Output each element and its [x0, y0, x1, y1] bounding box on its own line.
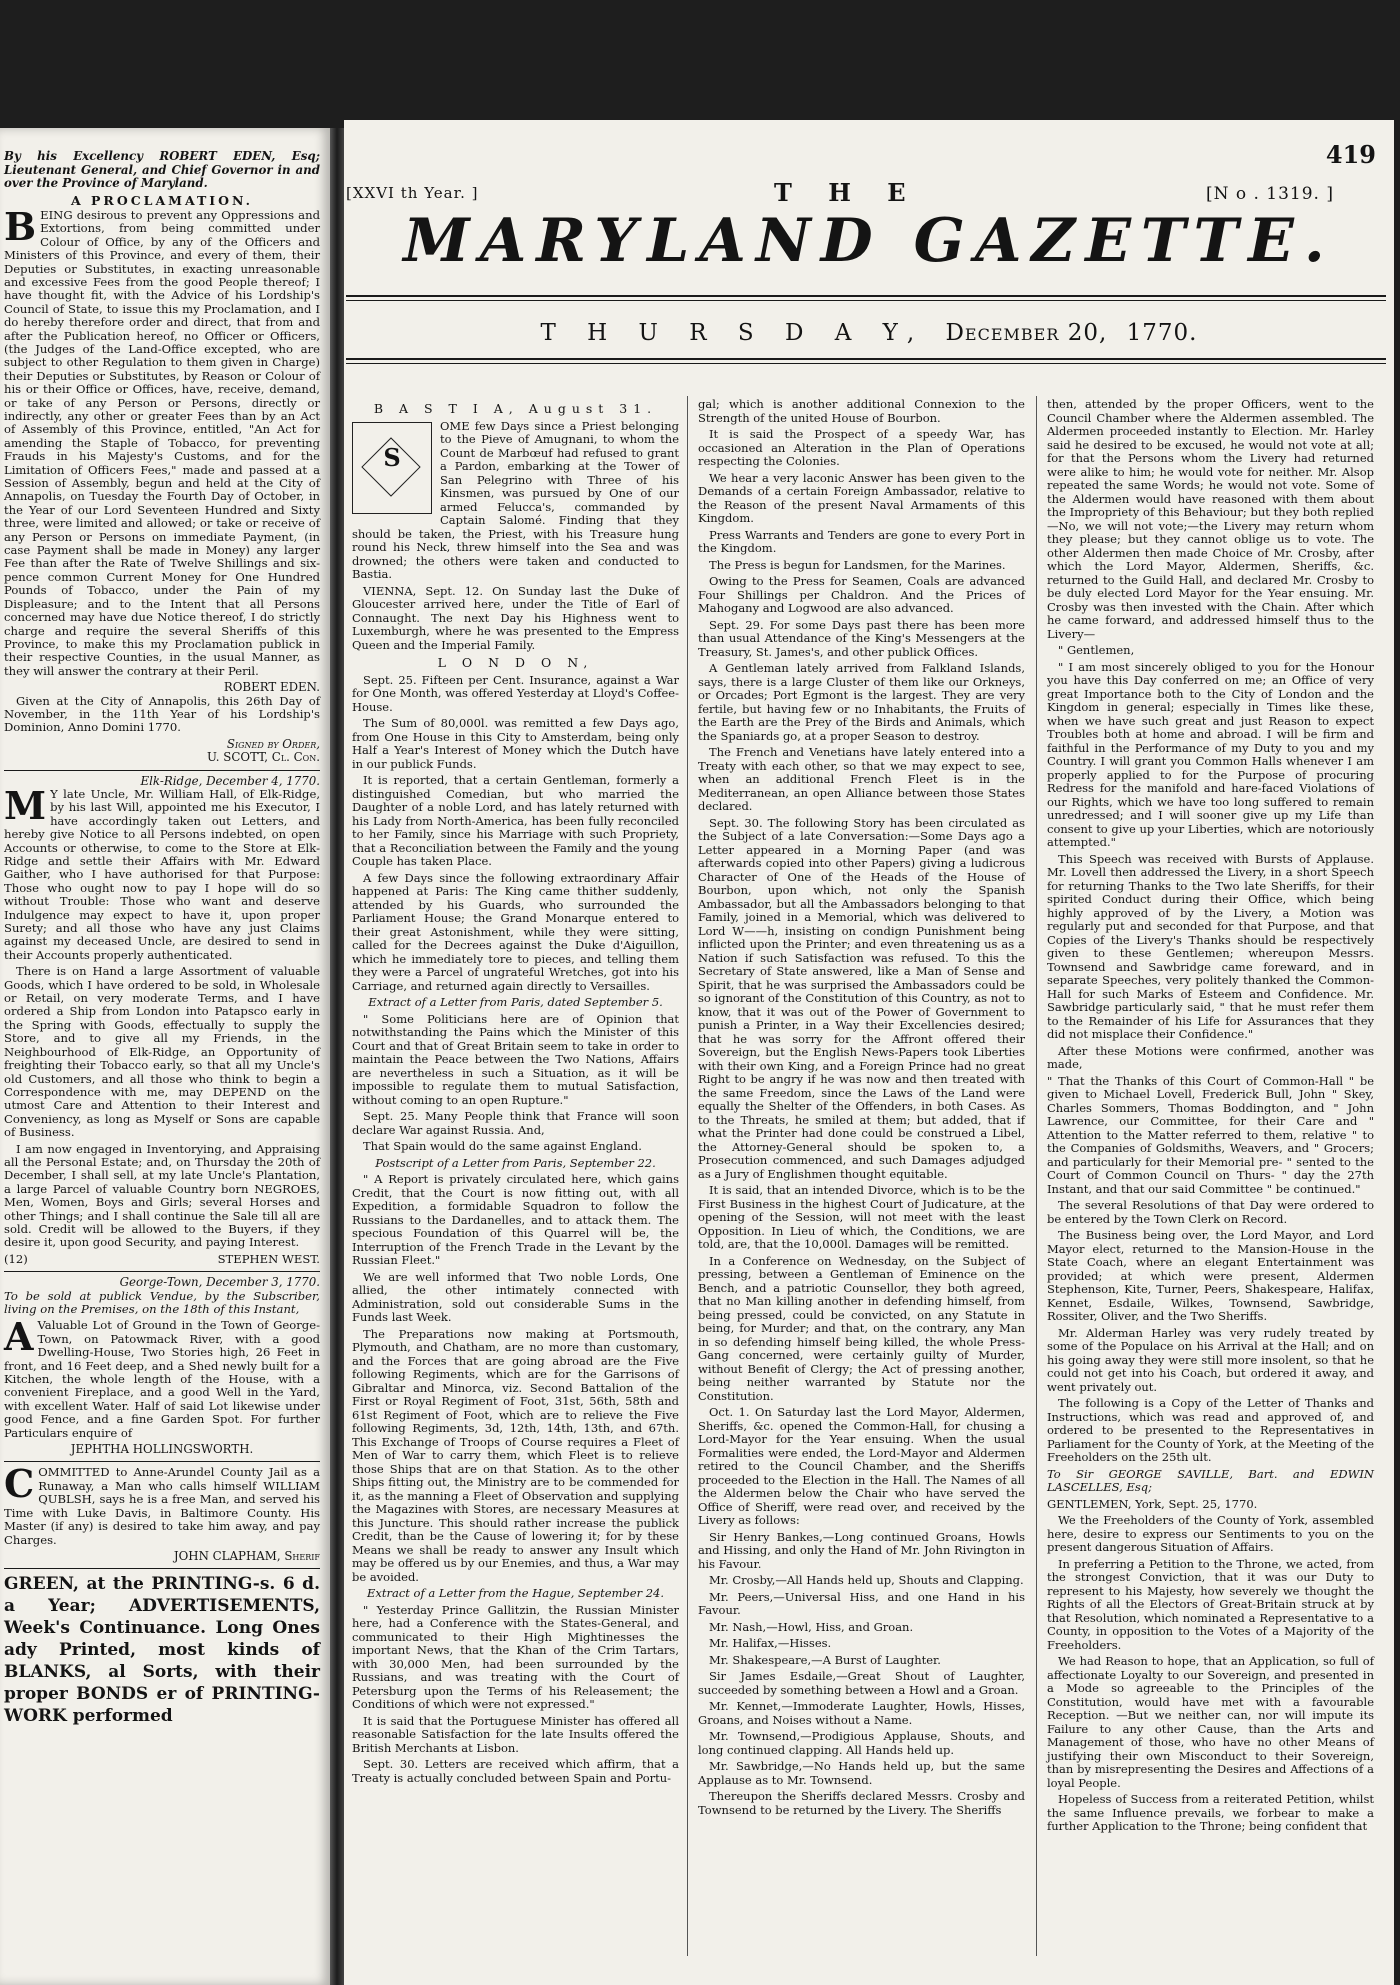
news-paragraph: gal; which is another additional Connexion to the Strength of the united House of Bourbon. [698, 397, 1025, 425]
letter-paragraph: In preferring a Petition to the Throne, we acted, from the strongest Conviction, that it was our Duty to represent to his Majesty, how severely we thought the Rights of all the Electors of Great-Britain struck at by that Resolution, which nominated a Representative to a County, in opposition to the Votes of a Majority of the Freeholders. [1047, 1556, 1374, 1652]
london-paragraph: It is reported, that a certain Gentleman, formerly a distinguished Comedian, but who married the Daughter of a noble Lord, and has lately returned with his Lady from North-America, has been fully reconciled to her Family, since his Marriage with such Propriety, that a Reconciliation between the Family and the young Couple has taken Place. [352, 773, 679, 868]
column-rule [1036, 396, 1037, 1956]
right-page [344, 120, 1394, 1985]
news-paragraph: Press Warrants and Tenders are gone to every Port in the Kingdom. [698, 527, 1025, 555]
london-paragraph: The Preparations now making at Portsmouth, Plymouth, and Chatham, are no more than customary, and the Forces that are going abroad are the Five following Regiments, which are for the Garrisons of Gibraltar and Minorca, viz. Second Battalion of the First or Royal Regiment of Foot, 31st, 56th, 58th and 61st Regiment of Foot, which are to relieve the Five following Regiments, 3d, 12th, 14th, 13th, and 67th. This Exchange of Troops of Course requires a Fleet of Men of War to carry them, which Fleet is to relieve those Ships that are on that Station. As to the other Ships fitting out, the Ministry are to be commended for it, as the manning a Fleet of Observation and supplying the Magazines with Stores, are necessary Measures at this Juncture. This should rather increase the publick Credit, than be the Cause of lowering it; for by these Means we shall be ready to answer any Insult which may be offered us by our Enemies, and thus, a War may be avoided. [352, 1326, 679, 1584]
vote-entry: Mr. Kennet,—Immoderate Laughter, Howls, Hisses, Groans, and Noises without a Name. [698, 1699, 1025, 1727]
extract-heading: Extract of a Letter from the Hague, September 24. [366, 1586, 665, 1600]
extract-paragraph: " Yesterday Prince Gallitzin, the Russian Minister here, had a Conference with the States-General, and communicated to their High Mightinesses the important News, that the Khan of the Crim Tartars, with 30,000 Men, had been surrounded by the Russians, and was treating with the Court of Petersburg upon the Terms of his Releasement; the Conditions of which were not expressed." [352, 1602, 679, 1711]
hollingsworth-text: Valuable Lot of Ground in the Town of George-Town, on Patowmack River, with a good Dwelling-House, Two Stories high, 26 Feet in front, and 16 Feet deep, and a Shed newly built for a Kitchen, the whole length of the House, with a convenient Fireplace, and a good Well in the Yard, with excellent Water. Half of said Lot likewise under good Fence, and a fine Garden Spot. For further Particulars enquire of [4, 1318, 320, 1440]
london-paragraph: Sept. 25. Fifteen per Cent. Insurance, against a War for One Month, was offered Yesterday at Lloyd's Coffee-House. [352, 672, 679, 714]
news-paragraph: Mr. Alderman Harley was very rudely treated by some of the Populace on his Arrival at the Hall; and on his going away they were still more insolent, so that he could not get into his Coach, but ordered it away, and went privately out. [1047, 1325, 1374, 1394]
imprint-footer: GREEN, at the PRINTING-s. 6 d. a Year; ADVERTISEMENTS, Week's Continuance. Long Ones ady Printed, most kinds of BLANKS, al Sorts, with their proper BONDS er of PRINTING-WORK performed [4, 1574, 320, 1727]
left-column [4, 150, 320, 1727]
london-paragraph: The Sum of 80,000l. was remitted a few Days ago, from One House in this City to Amsterdam, being only Half a Year's Interest of Money which the Dutch have in our publick Funds. [352, 716, 679, 771]
london-heading: L O N D O N, [437, 655, 594, 670]
column-rule [687, 396, 688, 1956]
letter-paragraph: We the Freeholders of the County of York, assembled here, desire to express our Sentiments to you on the present dangerous Situation of Affairs. [1047, 1513, 1374, 1554]
news-paragraph: After these Motions were confirmed, another was made, [1047, 1043, 1374, 1071]
masthead-rule [346, 295, 1386, 297]
proclamation-clerk: U. SCOTT, Cl. Con. [206, 750, 320, 765]
postscript-heading: Postscript of a Letter from Paris, September 22. [375, 1155, 656, 1170]
issue-number: [N o . 1319. ] [1205, 184, 1334, 204]
proclamation-given: Given at the City of Annapolis, this 26th Day of November, in the 11th Year of his Lordship's Dominion, Anno Domini 1770. [4, 693, 320, 735]
news-paragraph: Owing to the Press for Seamen, Coals are advanced Four Shillings per Chaldron. And the Prices of Mahogany and Logwood are also advanced. [698, 574, 1025, 615]
vote-entry: Mr. Shakespeare,—A Burst of Laughter. [709, 1652, 941, 1667]
column-2 [698, 398, 1025, 1820]
vote-entry: Sir James Esdaile,—Great Shout of Laughter, succeeded by something between a Howl and a Groan. [698, 1669, 1025, 1697]
speech-paragraph: " I am most sincerely obliged to you for the Honour you have this Day conferred on me; an Office of very great Importance both to the City of London and the Kingdom in general; especially in Times like these, when we have such great and just Reason to expect Troubles both at home and abroad. I will be firm and faithful in the Performance of my Duty to you and my Country. I will grant you Common Halls whenever I am properly applied to for the Purpose of procuring Redress for the manifold and hare-faced Violations of our Rights, which we have too long suffered to remain unredressed; and I will sooner give up my Life than consent to give up your Liberties, which are notoriously attempted." [1047, 659, 1374, 849]
book-gutter [330, 128, 344, 1985]
west-dateline: Elk-Ridge, December 4, 1770. [140, 773, 320, 788]
masthead-the: T H E [774, 178, 920, 207]
london-paragraph: Sept. 25. Many People think that France will soon declare War against Russia. And, [352, 1109, 679, 1137]
proclamation-body: BEING desirous to prevent any Oppressions and Extortions, from being committed under Colour of Office, by any of the Officers and Ministers of this Province, and every of them, their Deputies or Substitutes, in exacting unreasonable and excessive Fees from the good People thereof; I have thought fit, with the Advice of his Lordship's Council of State, to issue this my Proclamation, and I do hereby therefore order and direct, that from and after the Publication hereof, no Officer or Officers, (the Judges of the Land-Office excepted, who are subject to other Regulation to them given in Charge) their Deputies or Substitutes, by Reason or Colour of his or their Office or Offices, have, receive, demand, or take of any Person or Persons, directly or indirectly, any other or greater Fees than by an Act of Assembly of this Province, entitled, "An Act for amending the Staple of Tobacco, for preventing Frauds in his Majesty's Customs, and for the Limitation of Officers Fees," made and passed at a Session of Assembly, begun and held at the City of Annapolis, on Tuesday the Fourth Day of October, in the Year of our Lord Seventeen Hundred and Sixty three, were limited and allowed; or take or receive of any Person or Persons on immediate Payment, (in case Payment shall be made in Money) any larger Fee than after the Rate of Twelve Shillings and six-pence common Current Money for One Hundred Pounds of Tobacco, under the Pain of my Displeasure; and to the Intent that all Persons concerned may have due Notice thereof, I do strictly charge and require the several Sheriffs of this Province, to make this my Proclamation publick in their respective Counties, in the usual Manner, as they will answer the contrary at their Peril. [4, 203, 320, 678]
london-paragraph: It is said that the Portuguese Minister has offered all reasonable Satisfaction for the late Insults offered the British Merchants at Lisbon. [352, 1713, 679, 1755]
news-paragraph: This Speech was received with Bursts of Applause. Mr. Lovell then addressed the Livery, in a short Speech for returning Thanks to the Two late Sheriffs, for their spirited Conduct during their Office, which being highly approved of by the Livery, a Motion was regularly put and seconded for that Purpose, and that Copies of the Livery's Thanks should be respectively given to these Gentlemen; whereupon Messrs. Townsend and Sawbridge came foreward, and in separate Speeches, very politely thanked the Common-Hall for such Marks of Esteem and Confidence. Mr. Sawbridge particularly said, " that he must refer them to the Remainder of his Life for Assurances that they did not misplace their Confidence." [1047, 851, 1374, 1041]
news-paragraph: Sept. 30. The following Story has been circulated as the Subject of a late Conversation:—Some Days ago a Letter appeared in a Morning Paper (and was afterwards copied into other Papers) giving a ludicrous Character of One of the Heads of the House of Bourbon, upon which, not only the Spanish Ambassador, but all the Ambassadors belonging to that Family, joined in a Memorial, which was delivered to Lord W——h, insisting on condign Punishment being inflicted upon the Printer; and even threatening us as a Nation if such Satisfaction was refused. To this the Secretary of State answered, like a Man of Sense and Spirit, that he was surprised the Ambassadors could be so ignorant of the Constitution of this Country, as not to know, that it was out of the Power of Government to punish a Printer, in a Way their Excellencies desired; that he was sorry for the Affront offered their Sovereign, but the English News-Papers took Liberties with their own King, and a Foreign Prince had no great Right to be angry if he was now and then treated with the same Freedom, since the Laws of the Land were equally the Shelter of the Offenders, in both Cases. As to the Threats, he smiled at them; but added, that if what the Printer had done could be construed a Libel, the Attorney-General should be spoken to, a Prosecution commenced, and such Damages adjudged as a Jury of Englishmen thought equitable. [698, 815, 1025, 1181]
dateline-rule-thin [346, 363, 1386, 364]
vote-entry: Mr. Peers,—Universal Hiss, and one Hand in his Favour. [698, 1589, 1025, 1617]
news-paragraph: It is said, that an intended Divorce, which is to be the First Business in the highest Court of Judicature, at the opening of the Session, will not meet with the least Opposition. In Lieu of which, the Conditions, we are told, are, that the 10,000l. Damages will be remitted. [698, 1183, 1025, 1251]
dateline-day: T H U R S D A Y, [540, 320, 927, 346]
news-paragraph: The several Resolutions of that Day were ordered to be entered by the Town Clerk on Record. [1047, 1198, 1374, 1226]
vote-entry: Sir Henry Bankes,—Long continued Groans, Howls and Hissing, and only the Hand of Mr. John Rivington in his Favour. [698, 1529, 1025, 1571]
extract-heading: Extract of a Letter from Paris, dated September 5. [368, 995, 663, 1009]
london-paragraph: Sept. 30. Letters are received which affirm, that a Treaty is actually concluded between Spain and Portu- [352, 1757, 679, 1785]
proclamation-title: A PROCLAMATION. [70, 192, 254, 208]
ornament-letter: S [383, 442, 401, 472]
news-paragraph: The Press is begun for Landsmen, for the Marines. [709, 557, 1006, 572]
letter-paragraph: We had Reason to hope, that an Application, so full of affectionate Loyalty to our Sovereign, and presented in a Mode so agreeable to the Principles of the Constitution, would have met with a favourable Reception. —But we neither can, nor will impute its Failure to any other Cause, than the Arts and Management of those, who have no other Means of justifying their own Misconduct to their Sovereign, than by misrepresenting the Desires and Affections of a loyal People. [1047, 1654, 1374, 1790]
page-number: 419 [1325, 140, 1376, 169]
clapham-text: OMMITTED to Anne-Arundel County Jail as a Runaway, a Man who calls himself WILLIAM QUBLSH, says he is a free Man, and served his Time with Luke Davis, in Baltimore County. His Master (if any) is desired to take him away, and pay Charges. [4, 1465, 320, 1547]
news-paragraph: then, attended by the proper Officers, went to the Council Chamber where the Aldermen assembled. The Aldermen proceeded instantly to Election. Mr. Harley said he desired to be excused, he would not vote at all; for that the Persons whom the Livery had returned were alike to him; he would vote for neither. Mr. Alsop repeated the same Words; he would not vote. Some of the Aldermen would have reasoned with them about the Impropriety of this Behaviour; but they both replied—No, we will not vote;—the Livery may return whom they please; but they cannot oblige us to vote. The other Aldermen then made Choice of Mr. Crosby, after which the Lord Mayor, Aldermen, Sheriffs, &c. returned to the Guild Hall, and declared Mr. Crosby to be duly elected Lord Mayor for the Year ensuing. Mr. Crosby was then invested with the Chain. After which he came forward, and addressed himself thus to the Livery— [1047, 397, 1374, 641]
issue-dateline [344, 320, 1394, 346]
london-paragraph: That Spain would do the same against England. [363, 1139, 642, 1153]
west-signer: STEPHEN WEST. [217, 1251, 320, 1266]
west-ad-text-1: Y late Uncle, Mr. William Hall, of Elk-Ridge, by his last Will, appointed me his Executor, I have accordingly taken out Letters, and hereby give Notice to all Persons indebted, on open Accounts or otherwise, to come to the Store at Elk-Ridge and settle their Affairs with Mr. Edward Gaither, who I have authorised for that Purpose: Those who ought now to pay I hope will do so without Trouble: Those who want and deserve Indulgence may expect to have it, upon proper Surety; and all those who have any just Claims against my deceased Uncle, are desired to send in their Accounts properly authenticated. [4, 786, 320, 962]
resolution-quote: " That the Thanks of this Court of Common-Hall " be given to Michael Lovell, Frederick Bull, John " Skey, Charles Sommers, Thomas Boddington, and " John Lawrence, our Committee, for their Care and " Attention to the Matter referred to them, relative " to the Companies of Goldsmiths, Weavers, and " Grocers; and particularly for their Memorial pre- " sented to the Court of Common Council on Thurs- " day the 27th Instant, and that our said Committee " be continued." [1047, 1073, 1374, 1196]
bastia-paragraph: OME few Days since a Priest belonging to the Pieve of Amugnani, to whom the Count de Marbœuf had refused to grant a Pardon, embarking at the Tower of San Pelegrino with Three of his Kinsmen, was pursued by One of our armed Felucca's, commanded by Captain Salomé. Finding that they should be taken, the Priest, with his Treasure hung round his Neck, threw himself into the Sea and was drowned; the others were taken and conducted to Bastia. [352, 418, 679, 581]
dateline-rule [346, 358, 1386, 360]
news-paragraph: In a Conference on Wednesday, on the Subject of pressing, between a Gentleman of Eminence on the Bench, and a patriotic Counsellor, they both agreed, that no Man killing another in defending himself, from being pressed, could be convicted, on any Statute in being, for Murder; and that, on the contrary, any Man in so defending himself being killed, the whole Press-Gang concerned, were certainly guilty of Murder, without Benefit of Clergy; the Act of pressing another, being neither warranted by Statute nor the Constitution. [698, 1253, 1025, 1403]
hollingsworth-intro: To be sold at publick Vendue, by the Subscriber, living on the Premises, on the 18th of this Instant, [4, 1288, 320, 1316]
west-ad-text-2: There is on Hand a large Assortment of valuable Goods, which I have ordered to be sold, in Wholesale or Retail, on very moderate Terms, and I have ordered a Ship from London into Patapsco early in the Spring with Goods, effectually to supply the Store, and to give all my Friends, in the Neighbourhood of Elk-Ridge, an Opportunity of freighting their Tobacco early, so that all my Uncle's old Customers, and all those who think to begin a Correspondence with me, may DEPEND on the utmost Care and Attention to their Interest and Conveniency, as long as Myself or Sons are capable of Business. [4, 964, 320, 1140]
news-paragraph: Sept. 29. For some Days past there has been more than usual Attendance of the King's Messengers at the Treasury, St. James's, and other publick Offices. [698, 617, 1025, 659]
dateline-year: 1770. [1126, 320, 1198, 346]
vote-entry: Mr. Nash,—Howl, Hiss, and Groan. [709, 1619, 914, 1634]
ornamental-initial [352, 422, 432, 514]
news-paragraph: Thereupon the Sheriffs declared Messrs. Crosby and Townsend to be returned by the Livery. The Sheriffs [698, 1789, 1025, 1817]
hollingsworth-dateline: George-Town, December 3, 1770. [119, 1275, 320, 1290]
column-1 [352, 398, 679, 1788]
letter-salutation: GENTLEMEN, York, Sept. 25, 1770. [1047, 1496, 1258, 1511]
newspaper-title: MARYLAND GAZETTE. [403, 206, 1335, 276]
west-ad-text-3: I am now engaged in Inventorying, and Appraising all the Personal Estate; and, on Thursday the 20th of December, I shall sell, at my late Uncle's Plantation, a large Parcel of valuable Country born NEGROES, Men, Women, Boys and Girls; several Horses and other Things; and I shall continue the Sale till all are sold. Credit will be allowed to the Buyers, if they desire it, upon good Security, and paying Interest. [4, 1141, 320, 1250]
news-paragraph: It is said the Prospect of a speedy War, has occasioned an Alteration in the Plan of Operations respecting the Colonies. [698, 427, 1025, 468]
masthead-rule-thin [346, 300, 1386, 301]
news-paragraph: The Business being over, the Lord Mayor, and Lord Mayor elect, returned to the Mansion-House in the State Coach, where an elegant Entertainment was provided; at which were present, Aldermen Stephenson, Kite, Turner, Peers, Shakespeare, Halifax, Kennet, Esdaile, Wilkes, Townsend, Sawbridge, Rossiter, Oliver, and the Two Sheriffs. [1047, 1228, 1374, 1323]
volume-year: [XXVI th Year. ] [346, 184, 479, 202]
clapham-body: COMMITTED to Anne-Arundel County Jail as a Runaway, a Man who calls himself WILLIAM QUBLSH, says he is a free Man, and served his Time with Luke Davis, in Baltimore County. His Master (if any) is desired to take him away, and pay Charges. [4, 1461, 320, 1547]
proclamation-heading: By his Excellency ROBERT EDEN, Esq; Lieutenant General, and Chief Governor in and over the Province of Maryland. [4, 149, 320, 190]
dateline-date: December 20, [945, 320, 1108, 346]
vote-entry: Mr. Sawbridge,—No Hands held up, but the same Applause as to Mr. Townsend. [698, 1759, 1025, 1787]
proclamation-signer: ROBERT EDEN. [223, 680, 320, 695]
vienna-paragraph: VIENNA, Sept. 12. On Sunday last the Duke of Gloucester arrived here, under the Title of Earl of Connaught. The next Day his Highness went to Luxemburgh, where he was presented to the Empress Queen and the Imperial Family. [352, 583, 679, 652]
divider [4, 1461, 320, 1462]
divider [4, 1568, 320, 1569]
west-ad-body: M Y late Uncle, Mr. William Hall, of Elk-Ridge, by his last Will, appointed me his Executor, I have accordingly taken out Letters, and hereby give Notice to all Persons indebted, on open Accounts or otherwise, to come to the Store at Elk-Ridge and settle their Affairs with Mr. Edward Gaither, who I have authorised for that Purpose: Those who ought now to pay I hope will do so without Trouble: Those who want and deserve Indulgence may expect to have it, upon proper Surety; and all those who have any just Claims against my deceased Uncle, are desired to send in their Accounts properly authenticated. [4, 782, 320, 962]
news-paragraph: The following is a Copy of the Letter of Thanks and Instructions, which was read and approved of, and ordered to be presented to the Representatives in Parliament for the County of York, at the Meeting of the Freeholders on the 25th ult. [1047, 1396, 1374, 1464]
west-mark: (12) [4, 1251, 28, 1266]
divider [4, 770, 320, 771]
news-paragraph: A Gentleman lately arrived from Falkland Islands, says, there is a large Cluster of them like our Orkneys, or Orcades; Port Egmont is the largest. They are very fertile, but having few or no Inhabitants, the Fruits of the Earth are the Prey of the Birds and Animals, which the Spaniards go, at a proper Season to destroy. [698, 661, 1025, 743]
news-paragraph: The French and Venetians have lately entered into a Treaty with each other, so that we may expect to see, when an additional French Fleet is in the Mediterranean, an open Alliance between those States declared. [698, 745, 1025, 813]
extract-paragraph: " Some Politicians here are of Opinion that notwithstanding the Pains which the Minister of this Court and that of Great Britain seem to take in order to maintain the Peace between the Two Nations, Affairs are nevertheless in such a Situation, as it will be impossible to regulate them to mutual Satisfaction, without coming to an open Rupture." [352, 1011, 679, 1107]
column-3 [1047, 398, 1374, 1837]
vote-entry: Mr. Crosby,—All Hands held up, Shouts and Clapping. [709, 1573, 1024, 1587]
proclamation-signed: Signed by Order, [226, 736, 320, 751]
letter-paragraph: Hopeless of Success from a reiterated Petition, whilst the same Influence prevails, we forbear to make a further Application to the Throne; being confident that [1047, 1792, 1374, 1833]
hollingsworth-signer: JEPHTHA HOLLINGSWORTH. [70, 1442, 254, 1457]
proclamation-text: EING desirous to prevent any Oppressions and Extortions, from being committed under Colour of Office, by any of the Officers and Ministers of this Province, and every of them, their Deputies or Substitutes, in exacting unreasonable and excessive Fees from the good People thereof; I have thought fit, with the Advice of his Lordship's Council of State, to issue this my Proclamation, and I do hereby therefore order and direct, that from and after the Publication hereof, no Officer or Officers, (the Judges of the Land-Office excepted, who are subject to other Regulation to them given in Charge) their Deputies or Substitutes, by Reason or Colour of his or their Office or Offices, have, receive, demand, or take of any Person or Persons, directly or indirectly, any other or greater Fees than by an Act of Assembly of this Province, entitled, "An Act for amending the Staple of Tobacco, for preventing Frauds in his Majesty's Customs, and for the Limitation of Officers Fees," made and passed at a Session of Assembly, begun and held at the City of Annapolis, on Tuesday the Fourth Day of October, in the Year of our Lord Seventeen Hundred and Sixty three, were limited and allowed; or take or receive of any Person or Persons on immediate Payment, (in case Payment shall be made in Money) any larger Fee than after the Rate of Twelve Shillings and six-pence common Current Money for One Hundred Pounds of Tobacco, under the Pain of my Displeasure; and to the Intent that all Persons concerned may have due Notice thereof, I do strictly charge and require the several Sheriffs of this Province, to make this my Proclamation publick in their respective Counties, in the usual Manner, as they will answer the contrary at their Peril. [4, 207, 320, 678]
bastia-dateline: B A S T I A, August 31. [373, 401, 658, 416]
west-signature-line [4, 1253, 320, 1266]
clapham-signer: JOHN CLAPHAM, Sherif [173, 1548, 320, 1563]
left-page [0, 128, 330, 1985]
vote-entry: Mr. Townsend,—Prodigious Applause, Shouts, and long continued clapping. All Hands held up. [698, 1729, 1025, 1757]
news-paragraph: Oct. 1. On Saturday last the Lord Mayor, Aldermen, Sheriffs, &c. opened the Common-Hall, for chusing a Lord-Mayor for the Year ensuing. When the usual Formalities were ended, the Lord-Mayor and Aldermen retired to the Council Chamber, and the Sheriffs proceeded to the Election in the Hall. The Names of all the Aldermen below the Chair who have served the Office of Sheriff, were read over, and received by the Livery as follows: [698, 1405, 1025, 1527]
hollingsworth-body: A Valuable Lot of Ground in the Town of George-Town, on Patowmack River, with a good Dwelling-House, Two Stories high, 26 Feet in front, and 16 Feet deep, and a Shed newly built for a Kitchen, the whole length of the House, with a convenient Fireplace, and a good Well in the Yard, with excellent Water. Half of said Lot likewise under good Fence, and a fine Garden Spot. For further Particulars enquire of [4, 1314, 320, 1440]
london-paragraph: A few Days since the following extraordinary Affair happened at Paris: The King came thither suddenly, attended by his Guards, who surrounded the Parliament House; the Grand Monarque entered to their great Astonishment, while they were sitting, called for the Decrees against the Duke d'Aiguillon, which he immediately tore to pieces, and telling them they were a Parcel of ungrateful Wretches, got into his Carriage, and returned again directly to Versailles. [352, 870, 679, 993]
london-paragraph: We are well informed that Two noble Lords, One allied, the other intimately connected with Administration, sold out considerable Sums in the Funds last Week. [352, 1269, 679, 1324]
news-paragraph: We hear a very laconic Answer has been given to the Demands of a certain Foreign Ambassador, relative to the Reason of the present Naval Armaments of this Kingdom. [698, 470, 1025, 525]
speech-salutation: " Gentlemen, [1058, 643, 1135, 657]
vote-entry: Mr. Halifax,—Hisses. [709, 1636, 832, 1650]
letter-address: To Sir GEORGE SAVILLE, Bart. and EDWIN LASCELLES, Esq; [1047, 1466, 1374, 1494]
postscript-paragraph: " A Report is privately circulated here, which gains Credit, that the Court is now fitting out, with all Expedition, a formidable Squadron to follow the Russians to the Dardanelles, and to attack them. The specious Foundation of this Quarrel will be, the Interruption of the French Trade in the Levant by the Russian Fleet." [352, 1172, 679, 1267]
divider [4, 1271, 320, 1272]
